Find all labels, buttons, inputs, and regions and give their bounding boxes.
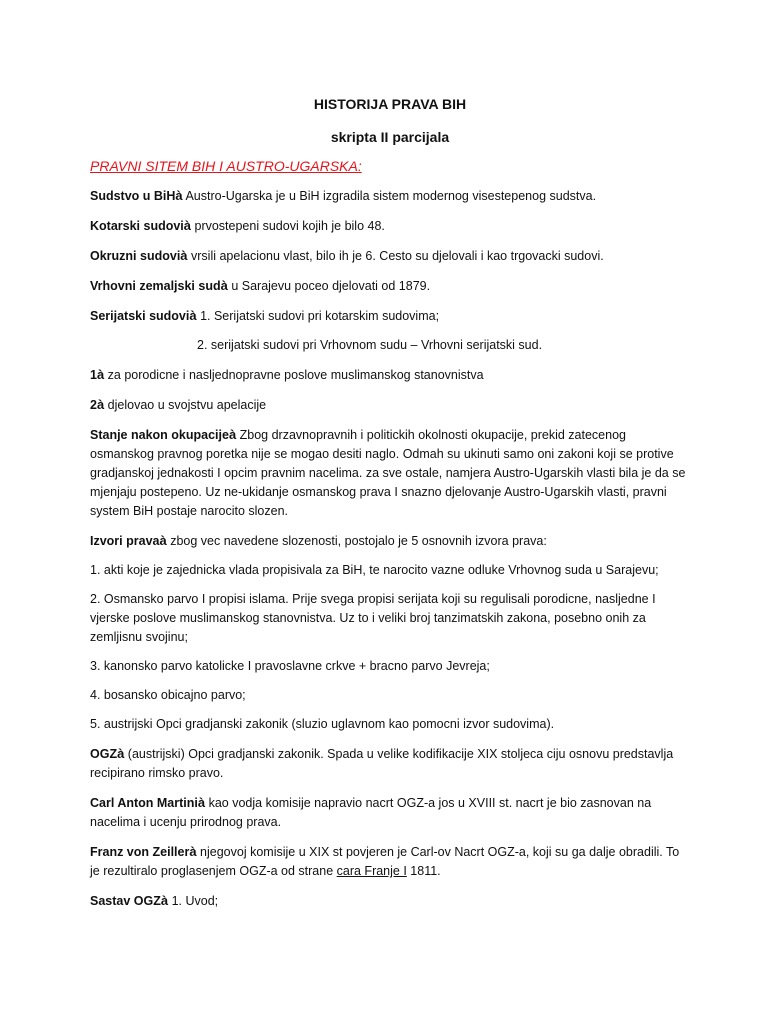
paragraph-text: vrsili apelacionu vlast, bilo ih je 6. Cesto su djelovali i kao trgovacki sudovi. [187, 249, 604, 263]
paragraph-kotarski [90, 216, 690, 236]
list-item-source-4 [90, 686, 690, 705]
list-item-source-3 [90, 657, 690, 676]
arrow-glyph: à [96, 367, 105, 382]
term: Sastav OGZ [90, 894, 161, 908]
paragraph-text: zbog vec navedene slozenosti, postojalo je 5 osnovnih izvora prava: [166, 534, 547, 548]
arrow-glyph: à [159, 533, 167, 548]
term: OGZ [90, 747, 118, 761]
term: 1 [90, 368, 97, 382]
paragraph-text: 4. bosansko obicajno parvo; [90, 688, 246, 702]
list-item-source-2 [90, 590, 690, 647]
arrow-glyph: à [189, 308, 197, 323]
paragraph-text: njegovoj komisije u XIX st povjeren je Carl-ov Nacrt OGZ-a, koji su ga dalje obradili. To je rezultiralo proglasenjem OGZ-a od strane [90, 845, 680, 878]
paragraph-text: kao vodja komisije napravio nacrt OGZ-a jos u XVIII st. nacrt je bio zasnovan na nacelima i ucenju prirodnog prava. [90, 796, 652, 829]
term: Sudstvo u BiH [90, 189, 176, 203]
paragraph-point-2 [90, 395, 690, 415]
list-item-source-1 [90, 561, 690, 580]
document-page [90, 95, 690, 921]
paragraph-text: 5. austrijski Opci gradjanski zakonik (sluzio uglavnom kao pomocni izvor sudovima). [90, 717, 555, 731]
paragraph-text: za porodicne i nasljednopravne poslove muslimanskog stanovnistva [104, 368, 484, 382]
term: Franz von Zeiller [90, 845, 190, 859]
paragraph-serijatski-2 [90, 336, 690, 355]
paragraph-izvori [90, 531, 690, 551]
arrow-glyph: à [197, 795, 206, 810]
paragraph-text: (austrijski) Opci gradjanski zakonik. Spada u velike kodifikacije XIX stoljeca ciju osnovu predstavlja recipirano rimsko pravo. [90, 747, 674, 780]
term: Kotarski sudovi [90, 219, 184, 233]
paragraph-text: Austro-Ugarska je u BiH izgradila sistem modernog visestepenog sudstva. [182, 189, 597, 203]
arrow-glyph: à [228, 427, 237, 442]
paragraph-text: 3. kanonsko parvo katolicke I pravoslavne crkve + bracno parvo Jevreja; [90, 659, 490, 673]
list-item-source-5 [90, 715, 690, 734]
paragraph-text: Zbog drzavnopravnih i politickih okolnosti okupacije, prekid zatecenog osmanskog pravnog poretka nije se mogao desiti naglo. Odmah su ukinuti samo oni zakoni koji se protive gradjanskoj jednakosti I opcim pravnim nacelima. za sve ostale, namjera Austro-Ugarskih vlasti bila je da se mjenjaju postepeno. Uz ne-ukidanje osmanskog prava I snazno djelovanje Austro-Ugarskih vlasti, pravni system BiH postaje narocito slozen. [90, 428, 686, 518]
document-title: HISTORIJA PRAVA BIH [313, 96, 467, 112]
paragraph-text: u Sarajevu poceo djelovati od 1879. [227, 279, 431, 293]
arrow-glyph: à [96, 397, 105, 412]
link-cara-franje[interactable]: cara Franje I [336, 864, 407, 878]
arrow-glyph: à [117, 746, 125, 761]
paragraph-point-1 [90, 365, 690, 385]
term: Vrhovni zemaljski sud [90, 279, 221, 293]
paragraph-ogz [90, 744, 690, 783]
document-subtitle: skripta II parcijala [330, 129, 450, 145]
paragraph-martini [90, 793, 690, 832]
arrow-glyph: à [175, 188, 183, 203]
paragraph-sudstvo [90, 186, 690, 206]
paragraph-text: 1. akti koje je zajednicka vlada propisivala za BiH, te narocito vazne odluke Vrhovnog suda u Sarajevu; [90, 563, 659, 577]
arrow-glyph: à [183, 218, 192, 233]
arrow-glyph: à [220, 278, 228, 293]
term: Izvori prava [90, 534, 160, 548]
paragraph-text: 1. Uvod; [168, 894, 219, 908]
paragraph-text-tail: 1811. [406, 864, 441, 878]
paragraph-okruzni [90, 246, 690, 266]
term: Okruzni sudovi [90, 249, 181, 263]
paragraph-serijatski [90, 306, 690, 326]
paragraph-zeiller [90, 842, 690, 881]
paragraph-text: 1. Serijatski sudovi pri kotarskim sudovima; [196, 309, 440, 323]
paragraph-sastav [90, 891, 690, 911]
section-heading: PRAVNI SITEM BIH I AUSTRO-UGARSKA: [90, 158, 362, 174]
paragraph-stanje [90, 425, 690, 521]
paragraph-text: 2. Osmansko parvo I propisi islama. Prije svega propisi serijata koji su regulisali porodicne, nasljedne I vjerske poslove muslimanskog stanovnistva. Uz to i veliki broj tanzimatskih zakona, posebno onih za zemljisnu svojinu; [90, 592, 656, 644]
term: Stanje nakon okupacije [90, 428, 229, 442]
term: Carl Anton Martini [90, 796, 198, 810]
paragraph-text: djelovao u svojstvu apelacije [104, 398, 267, 412]
arrow-glyph: à [160, 893, 169, 908]
term: 2 [90, 398, 97, 412]
arrow-glyph: à [180, 248, 188, 263]
term: Serijatski sudovi [90, 309, 190, 323]
arrow-glyph: à [189, 844, 197, 859]
paragraph-text: prvostepeni sudovi kojih je bilo 48. [191, 219, 385, 233]
paragraph-text: 2. serijatski sudovi pri Vrhovnom sudu – Vrhovni serijatski sud. [197, 338, 543, 352]
paragraph-vrhovni [90, 276, 690, 296]
